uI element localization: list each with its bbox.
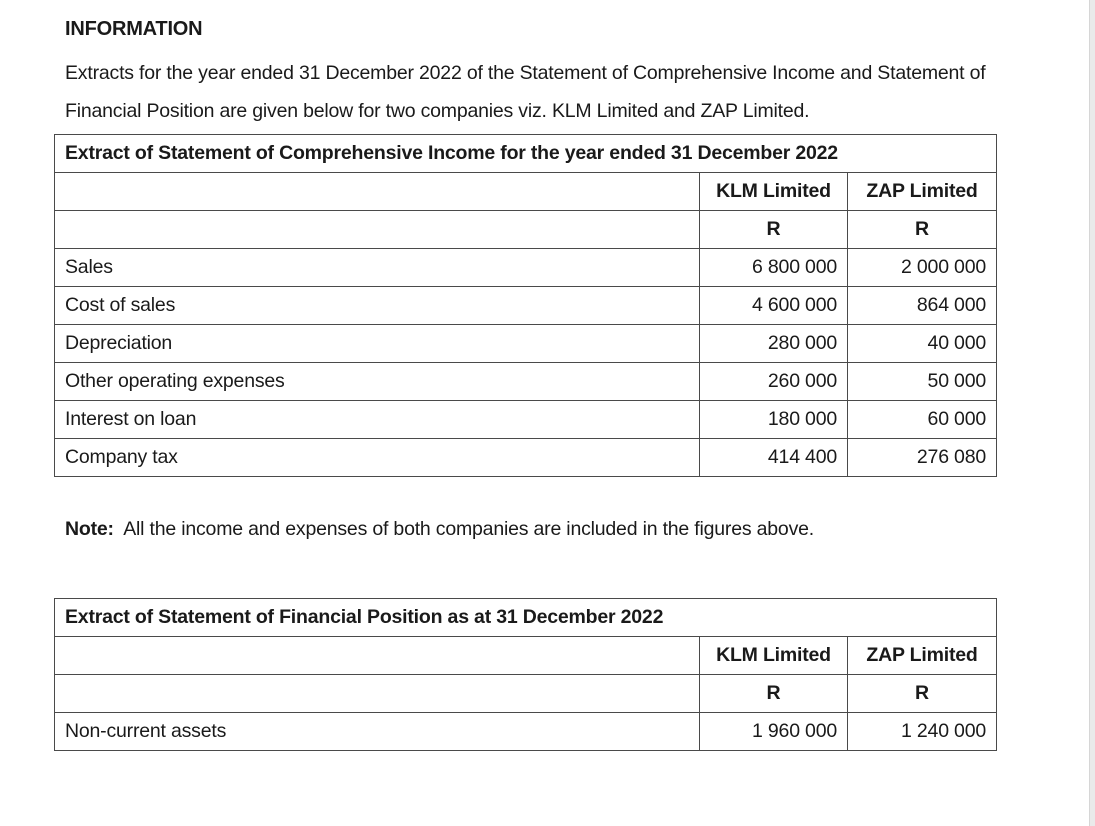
currency-klm: R [700,211,848,249]
row-label: Company tax [55,439,700,477]
currency-zap: R [848,675,997,713]
currency-row [55,211,997,249]
zap-value: 864 000 [848,287,997,325]
row-label: Non-current assets [55,713,700,751]
table-row [55,363,997,401]
header-blank-cell [55,173,700,211]
klm-value: 280 000 [700,325,848,363]
table-title-row [55,135,997,173]
financial-position-table [54,598,997,751]
table-header-row [55,173,997,211]
table-title-row [55,599,997,637]
zap-value: 276 080 [848,439,997,477]
header-blank-cell [55,637,700,675]
currency-blank-cell [55,211,700,249]
row-label: Depreciation [55,325,700,363]
zap-value: 1 240 000 [848,713,997,751]
klm-value: 1 960 000 [700,713,848,751]
currency-row [55,675,997,713]
table-row [55,287,997,325]
currency-klm: R [700,675,848,713]
income-statement-table [54,134,997,477]
table-row [55,325,997,363]
row-label: Sales [55,249,700,287]
klm-value: 180 000 [700,401,848,439]
section-heading: INFORMATION [65,18,203,40]
note-label: Note: [65,518,114,540]
note [65,518,814,541]
zap-value: 60 000 [848,401,997,439]
column-header-klm: KLM Limited [700,637,848,675]
row-label: Interest on loan [55,401,700,439]
zap-value: 2 000 000 [848,249,997,287]
currency-zap: R [848,211,997,249]
zap-value: 50 000 [848,363,997,401]
financial-position-title: Extract of Statement of Financial Position as at 31 December 2022 [55,599,997,637]
currency-blank-cell [55,675,700,713]
klm-value: 260 000 [700,363,848,401]
column-header-zap: ZAP Limited [848,173,997,211]
note-text: All the income and expenses of both companies are included in the figures above. [123,518,814,540]
scrollbar-track[interactable] [1089,0,1095,826]
intro-paragraph: Extracts for the year ended 31 December 2022 of the Statement of Comprehensive Income and Statement of Financial Position are given below for two companies viz. KLM Limited and ZAP Limited. [65,62,986,122]
zap-value: 40 000 [848,325,997,363]
row-label: Cost of sales [55,287,700,325]
table-row [55,401,997,439]
klm-value: 414 400 [700,439,848,477]
row-label: Other operating expenses [55,363,700,401]
klm-value: 4 600 000 [700,287,848,325]
column-header-zap: ZAP Limited [848,637,997,675]
table-row [55,249,997,287]
income-statement-title: Extract of Statement of Comprehensive Income for the year ended 31 December 2022 [55,135,997,173]
table-row [55,713,997,751]
column-header-klm: KLM Limited [700,173,848,211]
table-header-row [55,637,997,675]
table-row [55,439,997,477]
klm-value: 6 800 000 [700,249,848,287]
